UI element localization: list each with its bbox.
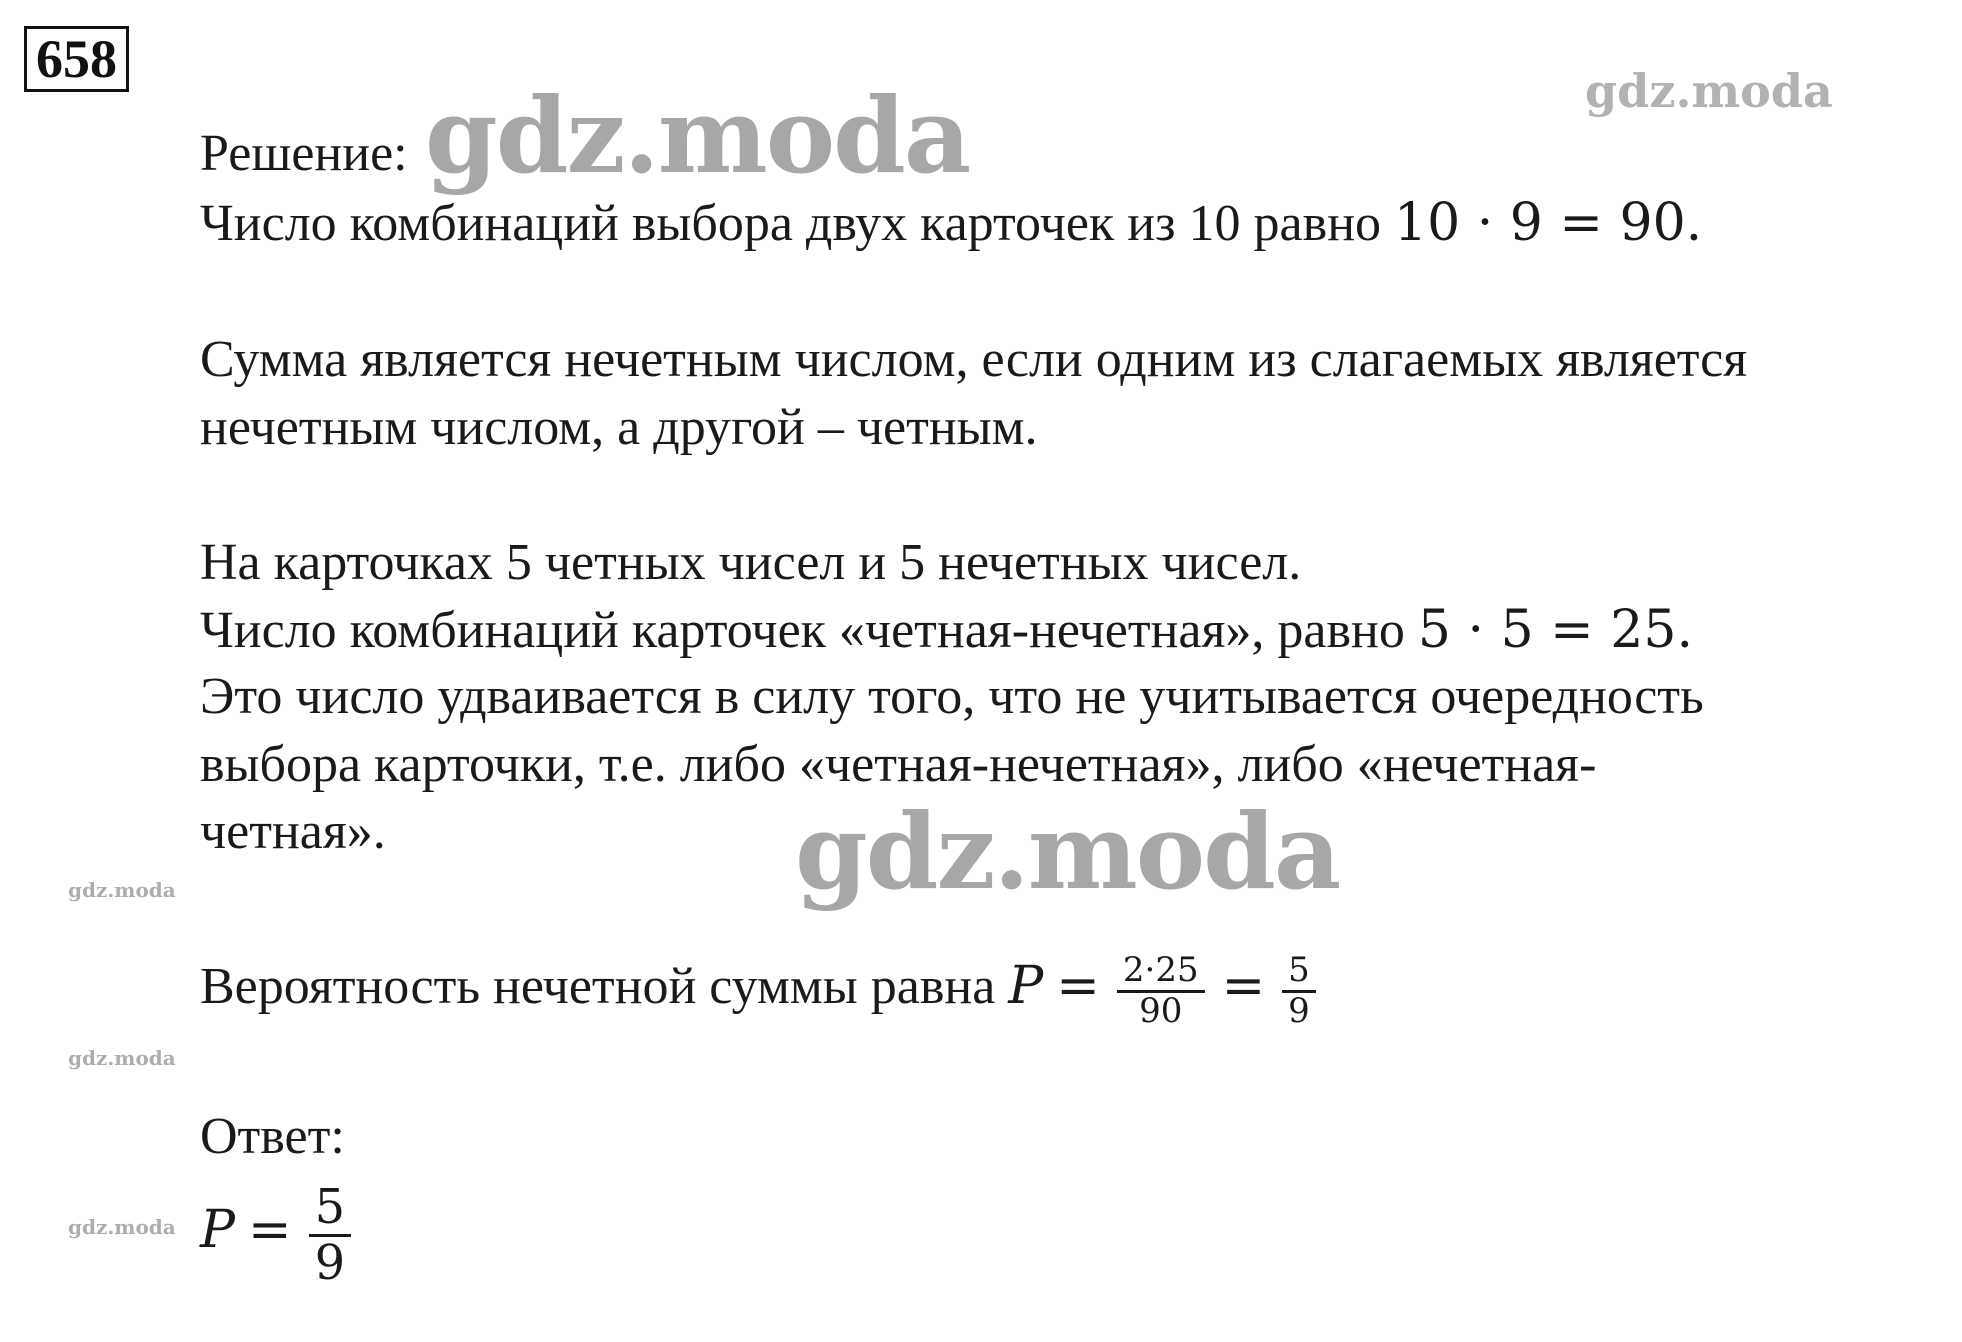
watermark-left-1: gdz.moda [68,878,176,902]
doubling-line-2: выбора карточки, т.е. либо «четная-нечетная», либо «нечетная- [200,736,1597,793]
probability-text: Вероятность нечетной суммы равна [200,958,996,1015]
probability-line [200,936,1320,1037]
even-odd-count-text: Число комбинаций карточек «четная-нечетная», равно [200,602,1405,659]
watermark-left-2: gdz.moda [68,1046,176,1070]
doubling-line-1: Это число удваивается в силу того, что не учитывается очередность [200,668,1704,725]
probability-equals-1: = [1056,956,1100,1016]
combinations-total-line [200,193,1702,254]
fraction-2-denominator: 9 [1288,990,1310,1031]
watermark-middle: gdz.moda [795,790,1340,913]
answer-variable: P [200,1200,235,1260]
solution-label: Решение: [200,125,408,182]
combinations-total-math: 10 · 9 = 90. [1394,193,1703,253]
fraction-1-denominator: 90 [1139,990,1183,1031]
answer-fraction [309,1178,352,1291]
odd-sum-line-2: нечетным числом, а другой – четным. [200,399,1038,456]
fraction-1-numerator: 2·25 [1122,950,1199,991]
answer-denominator: 9 [314,1234,346,1291]
odd-sum-line-1: Сумма является нечетным числом, если одним из слагаемых является [200,331,1748,388]
even-odd-count-line [200,600,1693,661]
probability-equals-2: = [1221,956,1266,1016]
problem-number: 658 [24,26,129,92]
probability-variable: P [1008,956,1044,1016]
combinations-total-text: Число комбинаций выбора двух карточек из 10 равно [200,195,1382,252]
fraction-2-numerator: 5 [1288,950,1310,991]
watermark-left-3: gdz.moda [68,1215,176,1239]
answer-equals: = [248,1200,292,1260]
answer-label: Ответ: [200,1108,345,1165]
probability-fraction-1 [1117,952,1205,1030]
cards-parity-line: На карточках 5 четных чисел и 5 нечетных чисел. [200,534,1302,591]
watermark-top-right: gdz.moda [1585,64,1833,118]
even-odd-count-math: 5 · 5 = 25. [1417,600,1693,660]
probability-fraction-2 [1282,952,1316,1030]
doubling-line-3: четная». [200,803,386,860]
answer-formula [200,1175,355,1289]
answer-numerator: 5 [314,1178,346,1235]
watermark-top: gdz.moda [425,74,970,197]
